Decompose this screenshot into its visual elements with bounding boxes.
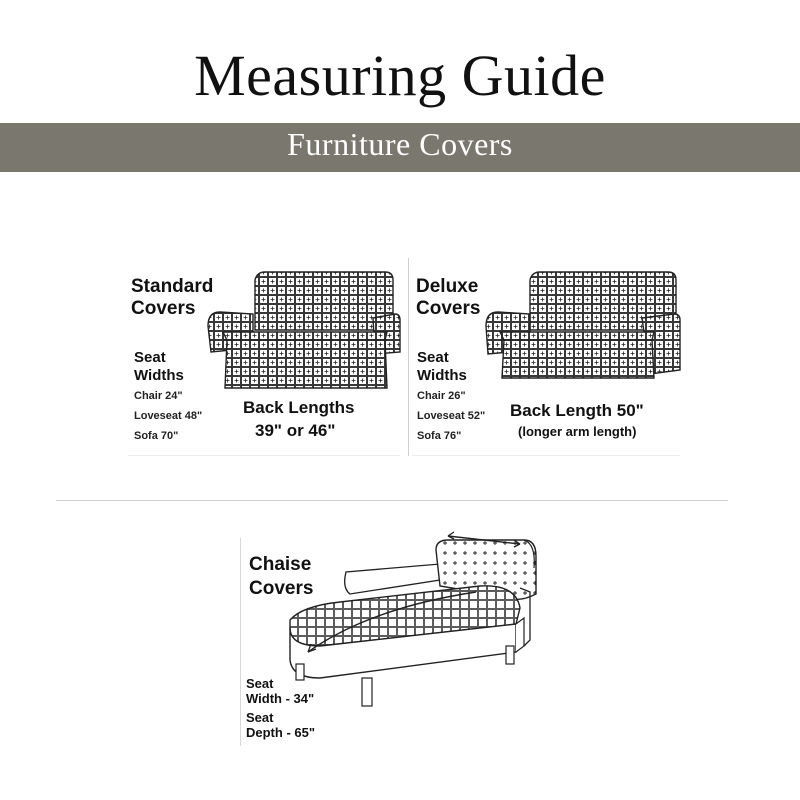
standard-back-lengths-values: 39" or 46" xyxy=(255,421,336,440)
deluxe-seat-title-line2: Widths xyxy=(417,367,467,384)
standard-seat-item-sofa: Sofa 70" xyxy=(134,430,179,442)
chaise-seat-width-line2: Width - 34" xyxy=(246,691,315,706)
standard-seat-title-line1: Seat xyxy=(134,349,166,366)
deluxe-seat-item-sofa: Sofa 76" xyxy=(417,430,462,442)
standard-seat-item-loveseat: Loveseat 48" xyxy=(134,410,203,422)
deluxe-panel-bottom-line xyxy=(412,455,680,456)
page-title: Measuring Guide xyxy=(194,43,606,108)
standard-seat-item-chair: Chair 24" xyxy=(134,390,183,402)
deluxe-back-length-note: (longer arm length) xyxy=(518,424,637,439)
deluxe-title-line2: Covers xyxy=(416,298,481,319)
deluxe-seat-item-chair: Chair 26" xyxy=(417,390,466,402)
deluxe-seat-item-loveseat: Loveseat 52" xyxy=(417,410,486,422)
deluxe-cover-illustration xyxy=(484,268,694,378)
panel-divider-vertical xyxy=(408,258,409,456)
chaise-seat-width-line1: Seat xyxy=(246,676,274,691)
standard-title-line1: Standard xyxy=(131,276,214,297)
standard-back-lengths-label: Back Lengths xyxy=(243,398,355,417)
deluxe-seat-title-line1: Seat xyxy=(417,349,449,366)
standard-title-line2: Covers xyxy=(131,298,196,319)
chaise-seat-depth-line2: Depth - 65" xyxy=(246,725,316,740)
chaise-title-line1: Chaise xyxy=(249,554,312,575)
deluxe-title-line1: Deluxe xyxy=(416,276,479,297)
chaise-panel-left-line xyxy=(240,538,241,746)
chaise-cover-illustration xyxy=(280,528,542,710)
standard-panel-bottom-line xyxy=(128,455,400,456)
standard-seat-title-line2: Widths xyxy=(134,367,184,384)
standard-cover-illustration xyxy=(205,268,405,390)
chaise-seat-depth-line1: Seat xyxy=(246,710,274,725)
page-subtitle: Furniture Covers xyxy=(287,126,513,162)
section-divider-horizontal xyxy=(56,500,728,501)
deluxe-back-length-label: Back Length 50" xyxy=(510,401,644,420)
chaise-title-line2: Covers xyxy=(249,578,314,599)
